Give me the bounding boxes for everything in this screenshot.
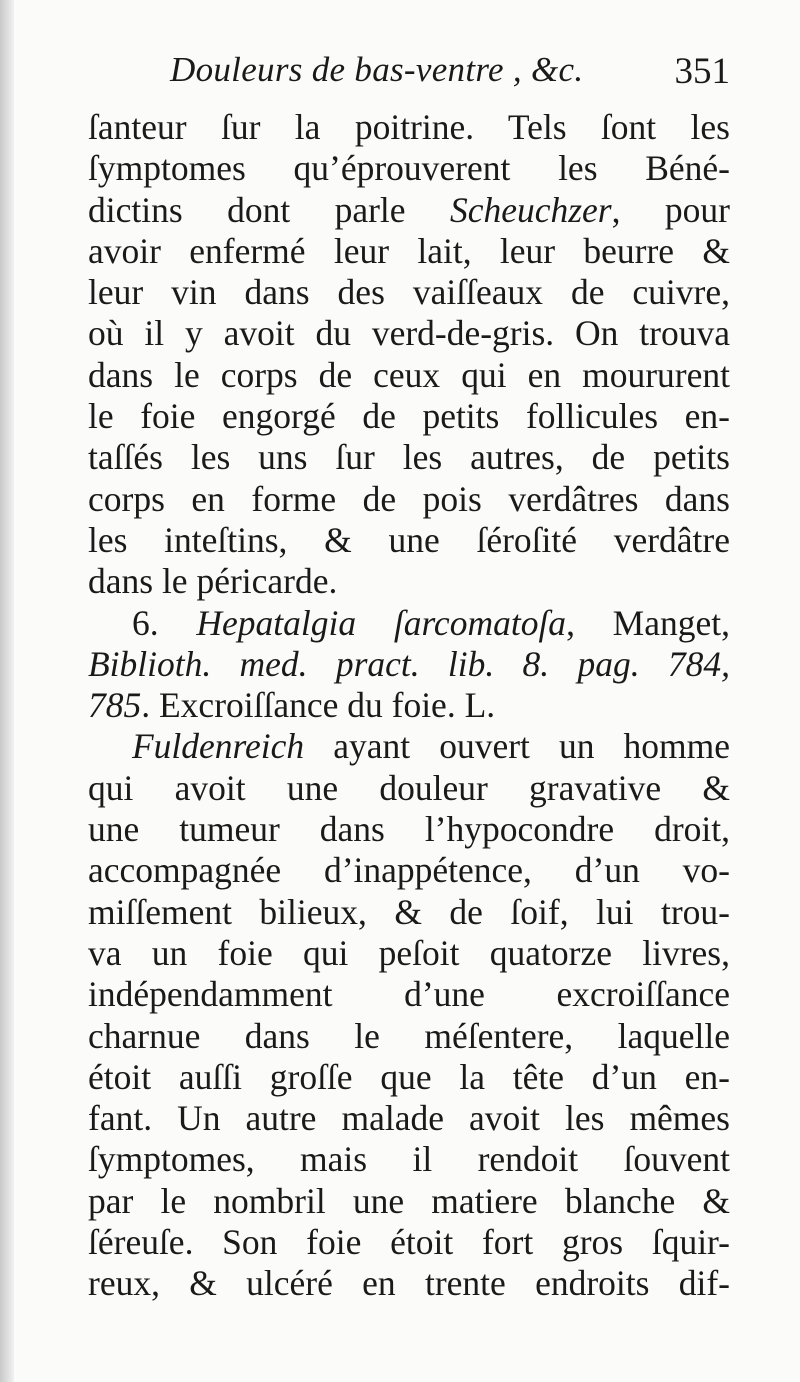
text-line: dans le corps de ceux qui en moururent <box>88 354 730 395</box>
text-line: ſymptomes, mais il rendoit ſouvent <box>88 1139 730 1180</box>
text-line: leur vin dans des vaiſſeaux de cuivre, <box>88 272 730 313</box>
text-line: dictins dont parle Scheuchzer, pour <box>88 189 730 230</box>
text-line: étoit auſſi groſſe que la tête d’un en- <box>88 1056 730 1097</box>
text-line: Fuldenreich ayant ouvert un homme <box>132 726 730 767</box>
text-line: charnue dans le méſentere, laquelle <box>88 1015 730 1056</box>
text-line: qui avoit une douleur gravative & <box>88 767 730 808</box>
text-line: indépendamment d’une excroiſſance <box>88 974 730 1015</box>
text-line: corps en forme de pois verdâtres dans <box>88 478 730 519</box>
text-line: 785. Excroiſſance du foie. L. <box>88 685 496 726</box>
text-line: va un foie qui peſoit quatorze livres, <box>88 932 730 973</box>
page-edge-shadow <box>0 0 14 1382</box>
text-line: accompagnée d’inappétence, d’un vo- <box>88 850 730 891</box>
text-line: une tumeur dans l’hypocondre droit, <box>88 809 730 850</box>
text-line: par le nombril une matiere blanche & <box>88 1180 730 1221</box>
text-line: ſéreuſe. Son foie étoit fort gros ſquir- <box>88 1222 730 1263</box>
text-line: dans le péricarde. <box>88 561 338 602</box>
text-line: miſſement bilieux, & de ſoif, lui trou- <box>88 891 730 932</box>
text-line: ſanteur ſur la poitrine. Tels ſont les <box>88 107 730 147</box>
page-header <box>170 50 730 100</box>
text-line: taſſés les uns ſur les autres, de petits <box>88 437 730 478</box>
text-line: le foie engorgé de petits follicules en- <box>88 396 730 437</box>
text-line: reux, & ulcéré en trente endroits dif- <box>88 1263 730 1304</box>
text-line: les inteſtins, & une ſéroſité verdâtre <box>88 519 730 560</box>
text-line: fant. Un autre malade avoit les mêmes <box>88 1098 730 1139</box>
text-line: avoir enfermé leur lait, leur beurre & <box>88 230 730 271</box>
text-line: 6. Hepatalgia ſarcomatoſa, Manget, <box>132 602 730 643</box>
body-text <box>88 107 730 1305</box>
text-line: où il y avoit du verd-de-gris. On trouva <box>88 313 730 354</box>
text-line: Biblioth. med. pract. lib. 8. pag. 784, <box>88 643 730 684</box>
text-line: ſymptomes qu’éprouverent les Béné- <box>88 148 730 189</box>
page-number: 351 <box>674 51 730 92</box>
running-title: Douleurs de bas-ventre , &c. <box>170 50 584 89</box>
